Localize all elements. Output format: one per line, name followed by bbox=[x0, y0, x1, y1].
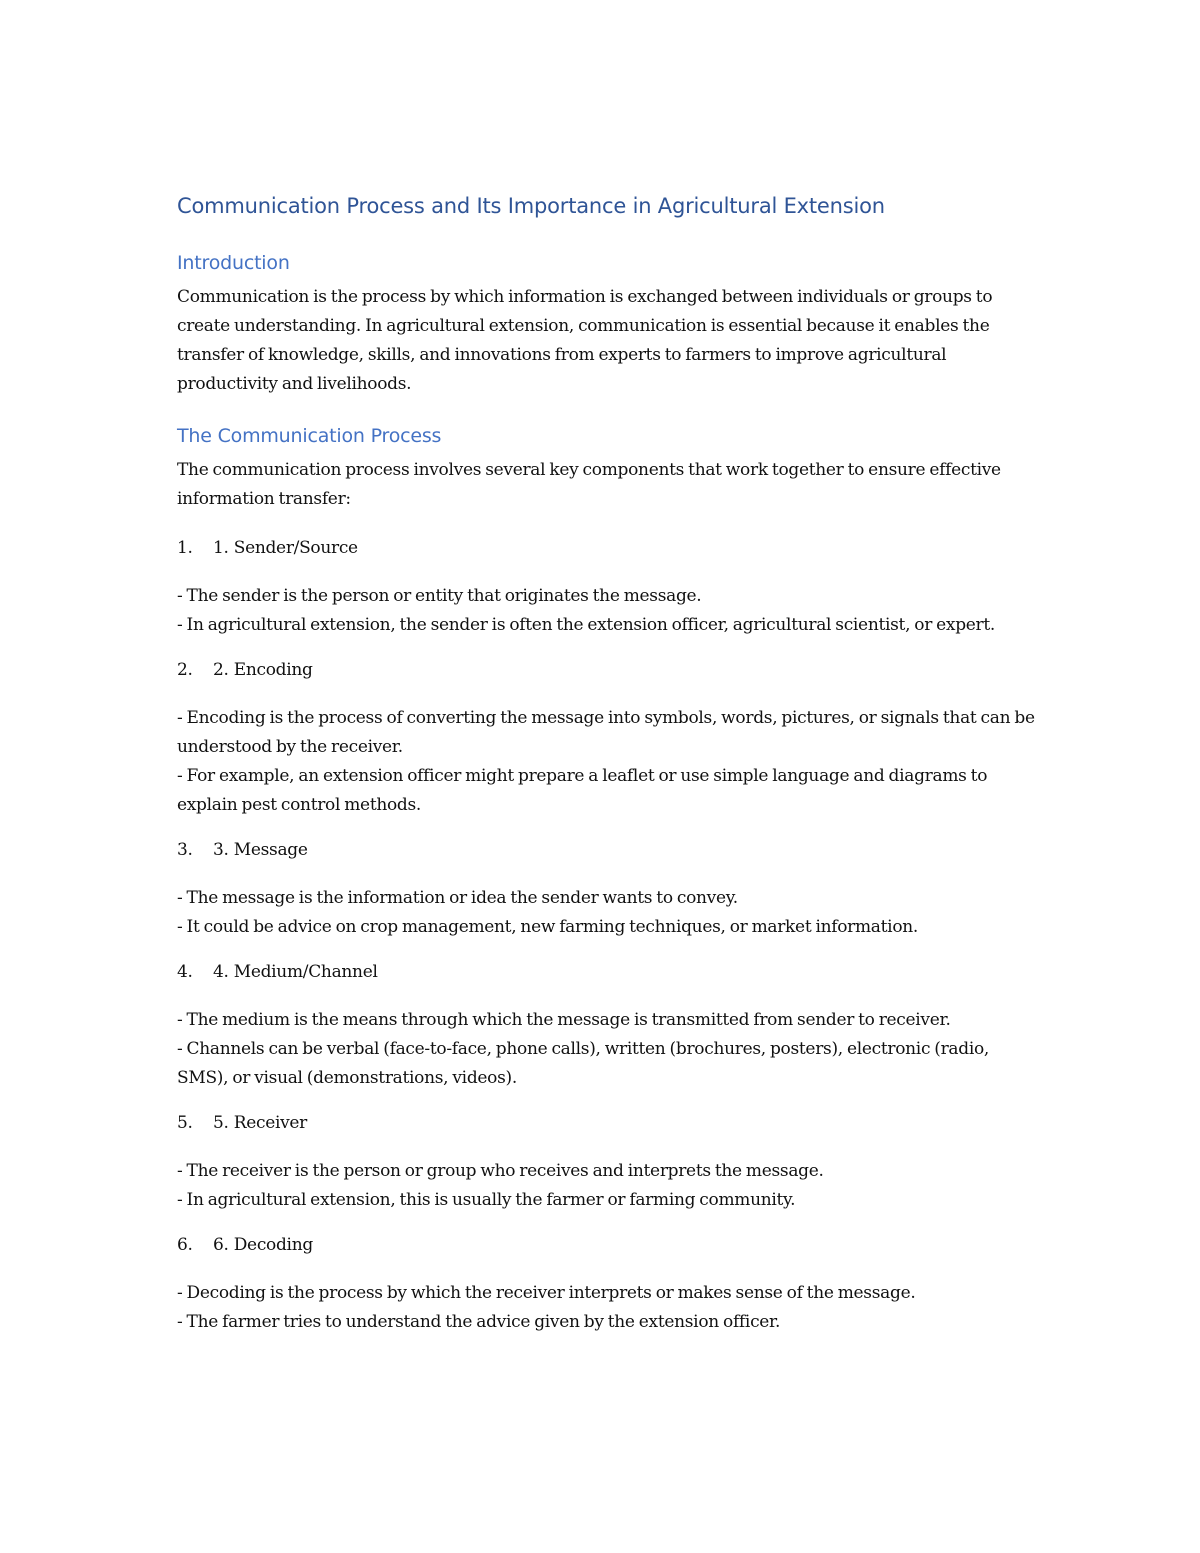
list-item-title: 6. Decoding bbox=[213, 1235, 313, 1255]
list-item-details bbox=[177, 582, 1037, 640]
document-page bbox=[177, 190, 1037, 1353]
detail-line: - In agricultural extension, this is usually the farmer or farming community. bbox=[177, 1190, 796, 1210]
detail-line: - Encoding is the process of converting the message into symbols, words, pictures, or signals that can be understood by the receiver. bbox=[177, 708, 1035, 757]
list-item-title: 1. Sender/Source bbox=[213, 538, 358, 558]
list-item-heading bbox=[177, 836, 1037, 865]
document-title: Communication Process and Its Importance in Agricultural Extension bbox=[177, 194, 885, 218]
process-heading: The Communication Process bbox=[177, 425, 442, 447]
introduction-paragraph: Communication is the process by which information is exchanged between individuals or groups to create understanding. In agricultural extension, communication is essential because it enables the transfer of knowledge, skills, and innovations from experts to farmers to improve agricultural productivity and livelihoods. bbox=[177, 287, 993, 394]
process-paragraph: The communication process involves several key components that work together to ensure effective information transfer: bbox=[177, 460, 1001, 509]
list-item-title: 3. Message bbox=[213, 840, 308, 860]
list-item-details bbox=[177, 884, 1037, 942]
list-item-number: 4. bbox=[177, 962, 193, 982]
list-item-heading bbox=[177, 534, 1037, 563]
list-item-heading bbox=[177, 958, 1037, 987]
list-item-number: 2. bbox=[177, 660, 193, 680]
detail-line: - It could be advice on crop management, new farming techniques, or market information. bbox=[177, 917, 919, 937]
detail-line: - The farmer tries to understand the advice given by the extension officer. bbox=[177, 1312, 781, 1332]
detail-line: - For example, an extension officer might prepare a leaflet or use simple language and diagrams to explain pest control methods. bbox=[177, 766, 988, 815]
detail-line: - The medium is the means through which the message is transmitted from sender to receiver. bbox=[177, 1010, 951, 1030]
list-item-details bbox=[177, 1157, 1037, 1215]
list-item-number: 6. bbox=[177, 1235, 193, 1255]
list-item-heading bbox=[177, 656, 1037, 685]
process-list bbox=[177, 534, 1037, 1337]
list-item-title: 4. Medium/Channel bbox=[213, 962, 378, 982]
list-item-title: 5. Receiver bbox=[213, 1113, 307, 1133]
list-item-details bbox=[177, 704, 1037, 820]
list-item-number: 3. bbox=[177, 840, 193, 860]
detail-line: - Decoding is the process by which the receiver interprets or makes sense of the message. bbox=[177, 1283, 916, 1303]
list-item-details bbox=[177, 1006, 1037, 1093]
list-item-heading bbox=[177, 1231, 1037, 1260]
list-item-title: 2. Encoding bbox=[213, 660, 313, 680]
list-item-number: 5. bbox=[177, 1113, 193, 1133]
introduction-heading: Introduction bbox=[177, 252, 290, 274]
detail-line: - In agricultural extension, the sender is often the extension officer, agricultural scientist, or expert. bbox=[177, 615, 996, 635]
detail-line: - Channels can be verbal (face-to-face, phone calls), written (brochures, posters), electronic (radio, SMS), or visual (demonstrations, videos). bbox=[177, 1039, 990, 1088]
detail-line: - The sender is the person or entity that originates the message. bbox=[177, 586, 702, 606]
list-item-number: 1. bbox=[177, 538, 193, 558]
detail-line: - The message is the information or idea the sender wants to convey. bbox=[177, 888, 738, 908]
list-item-heading bbox=[177, 1109, 1037, 1138]
detail-line: - The receiver is the person or group who receives and interprets the message. bbox=[177, 1161, 824, 1181]
list-item-details bbox=[177, 1279, 1037, 1337]
